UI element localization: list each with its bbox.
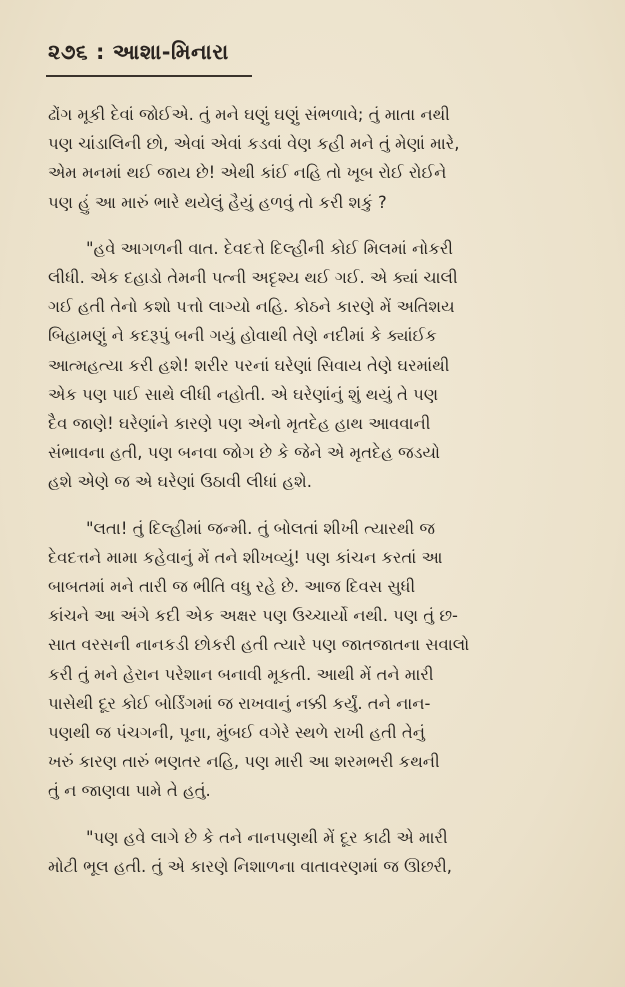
text-line: પણ ચાંડાલિની છો, એવાં એવાં કડવાં વેણ કહી મને તું મેણાં મારે,: [48, 134, 460, 154]
text-line: ખરું કારણ તારું ભણતર નહિ, પણ મારી આ શરમભરી કથની: [48, 752, 440, 772]
text-line: બિહામણું ને કદરૂપું બની ગયું હોવાથી તેણે નદીમાં કે ક્યાંઈક: [48, 326, 437, 346]
header-underline: [46, 75, 252, 77]
paragraph-1: [48, 100, 588, 217]
text-line: દૈવ જાણે! ઘરેણાંને કારણે પણ એનો મૃતદેહ હાથ આવવાની: [48, 414, 431, 434]
paragraph-4: [48, 823, 588, 881]
text-line: "પણ હવે લાગે છે કે તને નાનપણથી મેં દૂર કાઢી એ મારી: [86, 827, 448, 847]
text-line: લીધી. એક દહાડો તેમની પત્ની અદૃશ્ય થઈ ગઈ. એ ક્યાં ચાલી: [48, 268, 458, 288]
text-line: મોટી ભૂલ હતી. તું એ કારણે નિશાળના વાતાવરણમાં જ ઊછરી,: [48, 856, 452, 876]
body-text: [48, 100, 588, 898]
text-line: "હવે આગળની વાત. દેવદત્તે દિલ્હીની કોઈ મિલમાં નોકરી: [86, 238, 453, 258]
text-line: તું ન જાણવા પામે તે હતું.: [48, 781, 211, 801]
text-line: પણથી જ પંચગની, પૂના, મુંબઈ વગેરે સ્થળે રાખી હતી તેનું: [48, 723, 425, 743]
page-header: ૨૭૬ : આશા-મિનારા: [48, 40, 229, 64]
text-line: હશે એણે જ એ ઘરેણાં ઉઠાવી લીધાં હશે.: [48, 472, 312, 492]
text-line: સાત વરસની નાનકડી છોકરી હતી ત્યારે પણ જાતજાતના સવાલો: [48, 635, 470, 655]
text-line: બાબતમાં મને તારી જ ભીતિ વધુ રહે છે. આજ દિવસ સુધી: [48, 577, 416, 597]
text-line: ઢોંગ મૂકી દેવાં જોઈએ. તું મને ઘણું ઘણું સંભળાવે; તું માતા નથી: [48, 105, 450, 124]
paragraph-3: [48, 514, 588, 806]
text-line: ગઈ હતી તેનો કશો પત્તો લાગ્યો નહિ. કોઠને કારણે મેં અતિશય: [48, 297, 455, 317]
paragraph-2: [48, 234, 588, 497]
text-line: આત્મહત્યા કરી હશે! શરીર પરનાં ઘરેણાં સિવાય તેણે ઘરમાંથી: [48, 355, 450, 375]
text-line: "લતા! તું દિલ્હીમાં જન્મી. તું બોલતાં શીખી ત્યારથી જ: [86, 518, 435, 538]
text-line: કાંચને આ અંગે કદી એક અક્ષર પણ ઉચ્ચાર્યો નથી. પણ તું છ-: [48, 606, 458, 626]
text-line: પાસેથી દૂર કોઈ બોર્ડિંગમાં જ રાખવાનું નક્કી કર્યું. તને નાન-: [48, 693, 431, 713]
text-line: એમ મનમાં થઈ જાય છે! એથી કાંઈ નહિ તો ખૂબ રોઈ રોઈને: [48, 163, 447, 183]
text-line: દેવદત્તને મામા કહેવાનું મેં તને શીખવ્યું! પણ કાંચન કરતાં આ: [48, 547, 443, 567]
text-line: એક પણ પાઈ સાથે લીધી નહોતી. એ ઘરેણાંનું શું થયું તે પણ: [48, 384, 439, 404]
text-line: પણ હું આ મારું ભારે થયેલું હૈયું હળવું તો કરી શકું ?: [48, 192, 387, 212]
text-line: સંભાવના હતી, પણ બનવા જોગ છે કે જેને એ મૃતદેહ જડયો: [48, 443, 440, 463]
text-line: કરી તું મને હેરાન પરેશાન બનાવી મૂકતી. આથી મેં તને મારી: [48, 664, 434, 684]
